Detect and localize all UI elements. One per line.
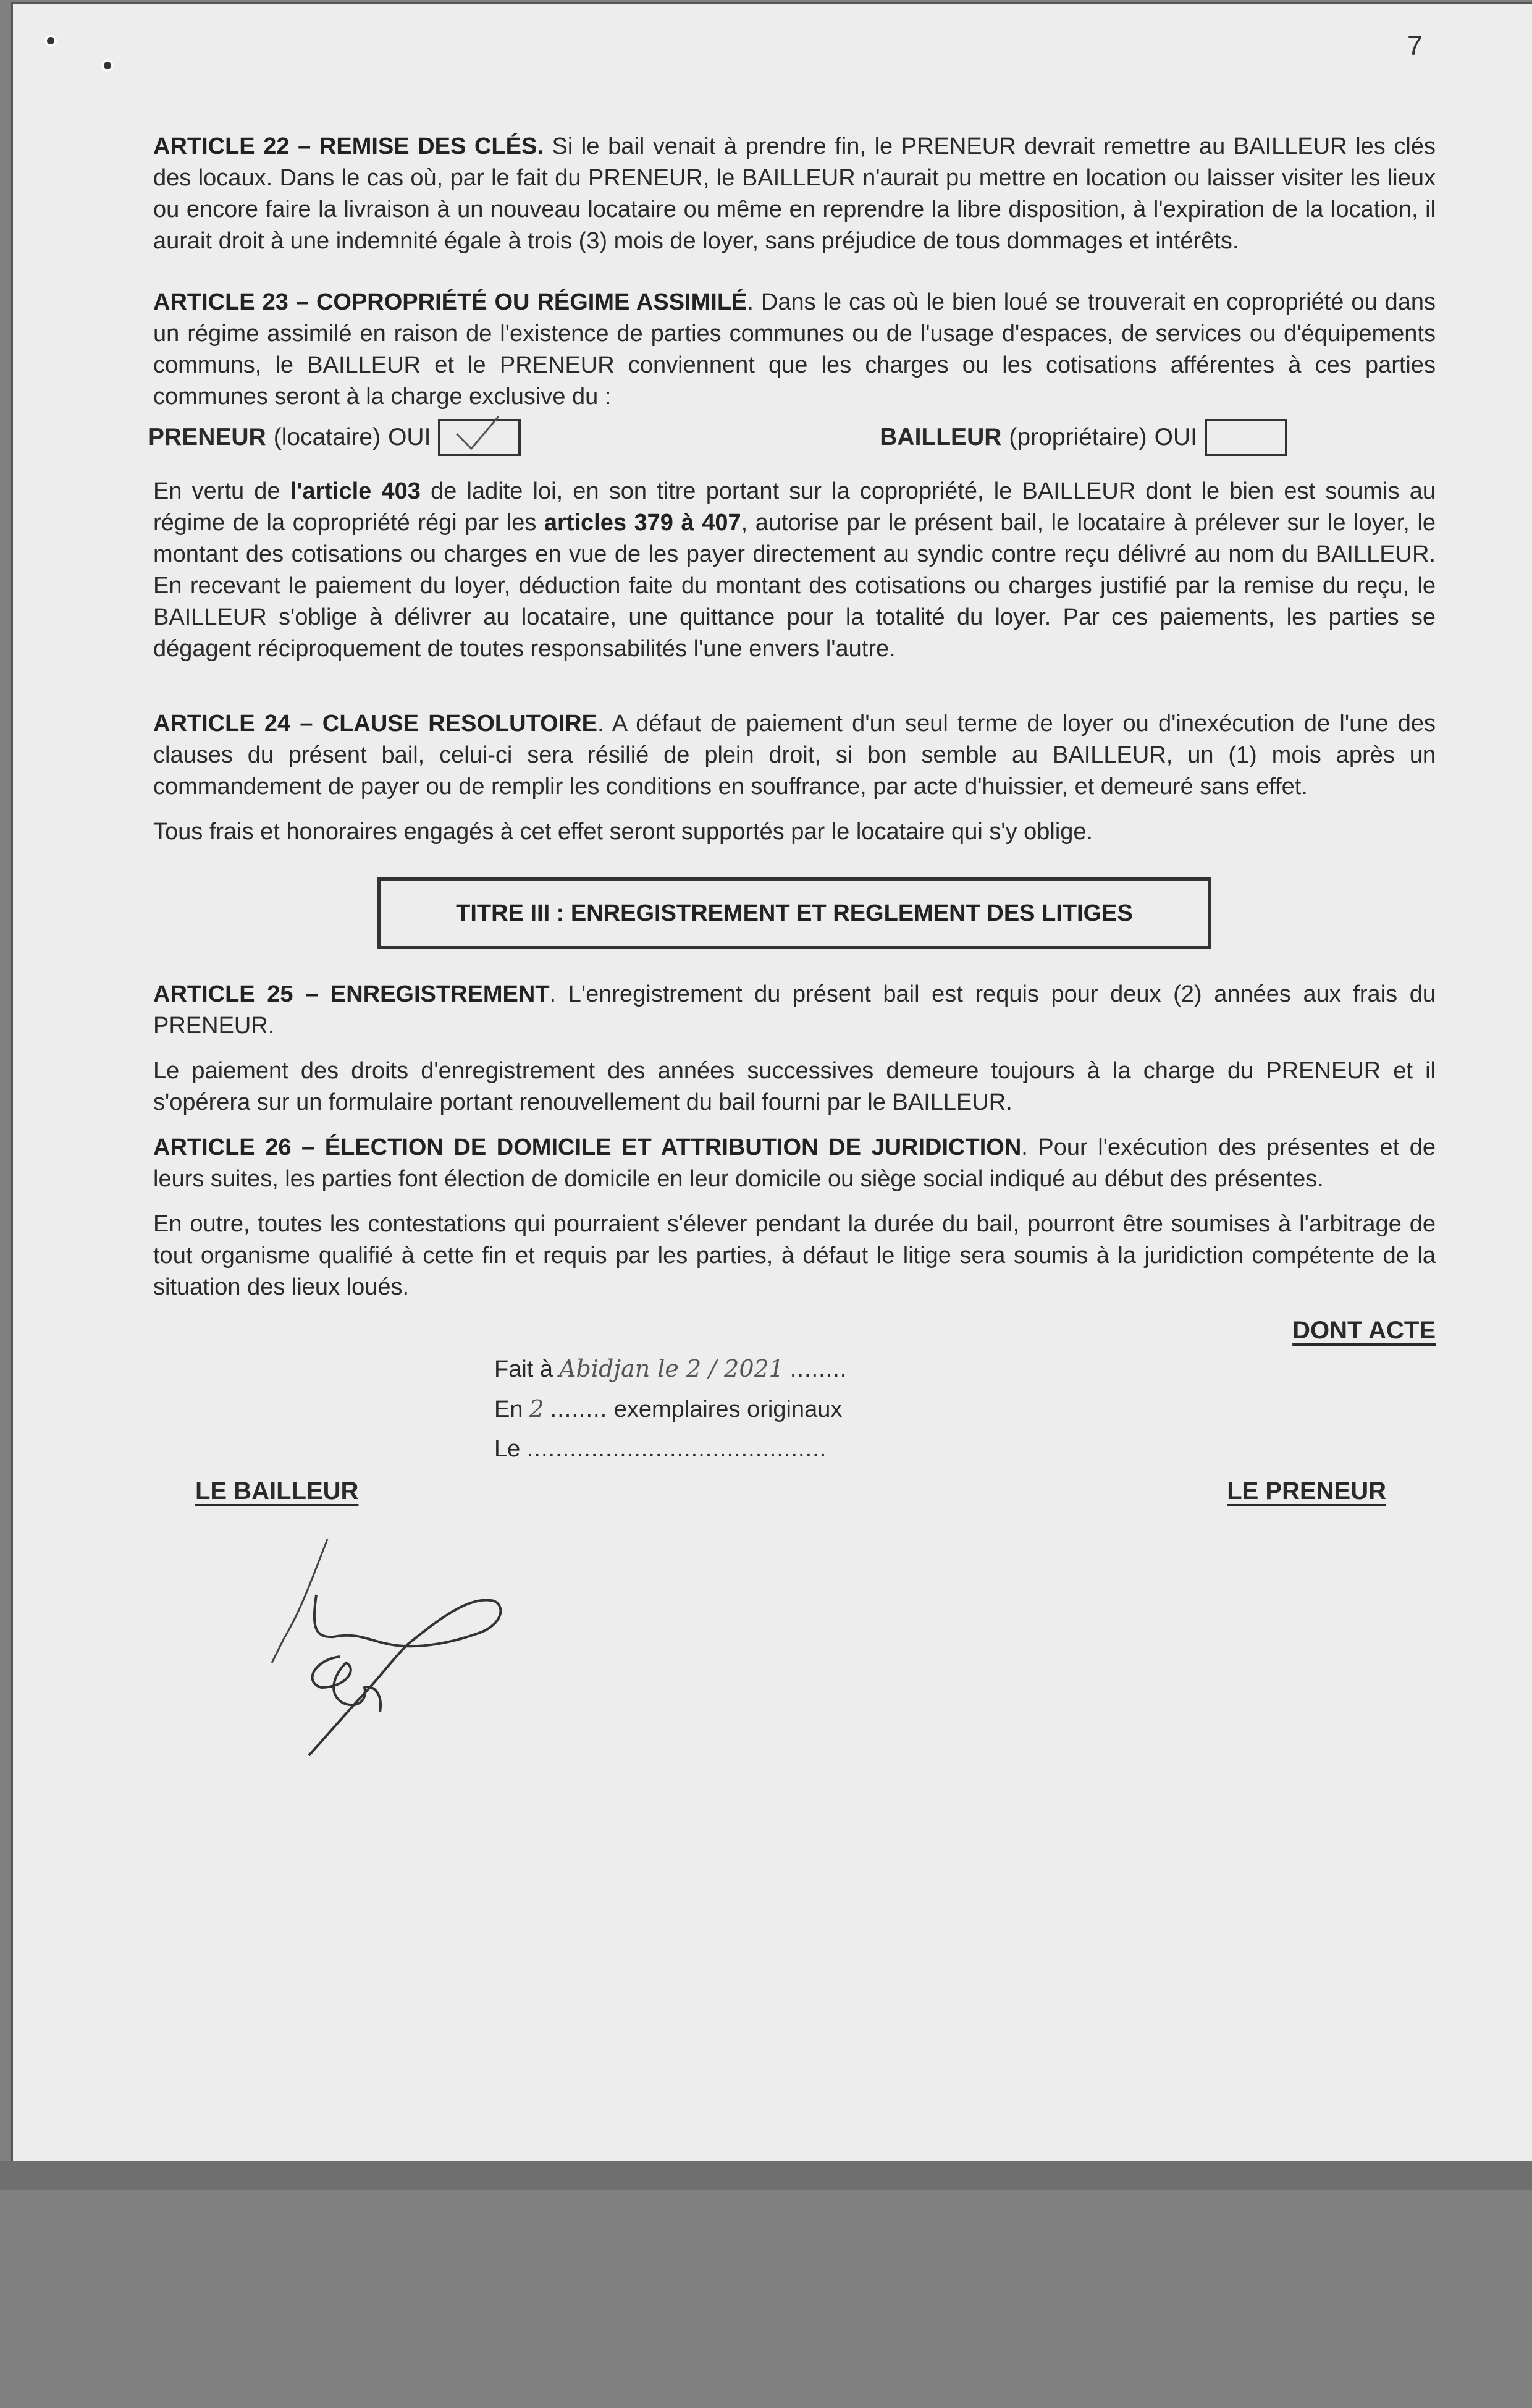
signature-labels (153, 1477, 1436, 1527)
article-23-para2 (153, 476, 1436, 665)
option-bailleur-label: OUI (1154, 424, 1197, 450)
page-number: 7 (1407, 31, 1423, 61)
section-title-wrap (153, 877, 1436, 949)
article-24-text: A défaut de paiement d'un seul terme de loyer ou d'inexécution de l'une des clauses du présent bail, celui-ci sera résilié de plein droit, si bon semble au BAILLEUR, un (1) mois après un commandement de payer ou de remplir les conditions en souffrance, par acte d'huissier, et demeuré sans effet. (153, 711, 1436, 800)
article-24: ARTICLE 24 – CLAUSE RESOLUTOIRE. A défaut de paiement d'un seul terme de loyer ou d'inexécution de l'une des clauses du présent bail, celui-ci sera résilié de plein droit, si bon semble au BAILLEUR, un (1) mois après un commandement de payer ou de remplir les conditions en souffrance, par acte d'huissier, et demeuré sans effet. (153, 711, 1436, 800)
dont-acte: DONT ACTE (1292, 1317, 1436, 1344)
handwritten-place-date: Abidjan le 2 / 2021 (559, 1355, 784, 1382)
checkbox-bailleur[interactable] (1205, 419, 1287, 456)
bailleur-signature-icon (235, 1533, 581, 1768)
article-25: ARTICLE 25 – ENREGISTREMENT. L'enregistrement du présent bail est requis pour deux (2) années aux frais du PRENEUR. (153, 981, 1436, 1039)
article-25-para2: Le paiement des droits d'enregistrement des années successives demeure toujours à la charge du PRENEUR et il s'opérera sur un formulaire portant renouvellement du bail fourni par le BAILLEUR. (153, 1058, 1436, 1115)
dotted-field: ........ (550, 1396, 608, 1422)
option-preneur (148, 419, 528, 456)
le-line (494, 1429, 847, 1469)
article-403-ref: l'article 403 (290, 478, 421, 504)
punch-hole-icon (47, 37, 54, 44)
en-label: En (494, 1396, 523, 1422)
option-preneur-role: (locataire) (273, 424, 381, 450)
closing-block (153, 1317, 1436, 1462)
text: de ladite loi, en son titre portant sur la copropriété, le BAILLEUR dont le bien est soumis au régime de la copropriété régi par les (153, 478, 1436, 536)
articles-379-407-ref: articles 379 à 407 (544, 510, 741, 536)
article-23-heading: ARTICLE 23 – COPROPRIÉTÉ OU RÉGIME ASSIMILÉ (153, 289, 747, 315)
section-title-box (377, 877, 1211, 949)
article-26: ARTICLE 26 – ÉLECTION DE DOMICILE ET ATTRIBUTION DE JURIDICTION. Pour l'exécution des présentes et de leurs suites, les parties font élection de domicile en leur domicile ou siège social indiqué au début des présentes. (153, 1134, 1436, 1192)
preneur-signature-label: LE PRENEUR (1227, 1477, 1386, 1505)
article-26-heading: ARTICLE 26 – ÉLECTION DE DOMICILE ET ATTRIBUTION DE JURIDICTION (153, 1134, 1022, 1160)
exemplaires-line (494, 1389, 847, 1429)
charge-options (148, 413, 1436, 462)
dotted-field: ........ (789, 1356, 848, 1382)
article-24-para2: Tous frais et honoraires engagés à cet effet seront supportés par le locataire qui s'y oblige. (153, 819, 1093, 845)
option-bailleur-role: (propriétaire) (1009, 424, 1147, 450)
text: , autorise par le présent bail, le locataire à prélever sur le loyer, le montant des cotisations ou charges en vue de les payer directement au syndic contre reçu délivré au nom du BAILLEUR. En recevant le paiement du loyer, déduction faite du montant des cotisations ou charges justifié par la remise du reçu, le BAILLEUR s'oblige à délivrer au locataire, une quittance pour la totalité du loyer. Par ces paiements, les parties se dégagent réciproquement de toutes responsabilités l'une envers l'autre. (153, 510, 1436, 662)
scan-edge (0, 2161, 1532, 2190)
option-preneur-party: PRENEUR (148, 424, 266, 450)
checkbox-preneur[interactable] (438, 419, 521, 456)
bailleur-signature-label: LE BAILLEUR (195, 1477, 359, 1505)
text: En vertu de (153, 478, 280, 504)
article-22-text: Si le bail venait à prendre fin, le PRENEUR devrait remettre au BAILLEUR les clés des locaux. Dans le cas où, par le fait du PRENEUR, le BAILLEUR n'aurait pu mettre en location ou laisser visiter les lieux ou encore faire la livraison à un nouveau locataire ou même en reprendre la libre disposition, à l'expiration de la location, il aurait droit à une indemnité égale à trois (3) mois de loyer, sans préjudice de tous dommages et intérêts. (153, 133, 1436, 254)
article-25-heading: ARTICLE 25 – ENREGISTREMENT (153, 981, 550, 1007)
exemplaires-label: exemplaires originaux (613, 1396, 843, 1422)
article-25-text: L'enregistrement du présent bail est requis pour deux (2) années aux frais du PRENEUR. (153, 981, 1436, 1039)
section-title: TITRE III : ENREGISTREMENT ET REGLEMENT DES LITIGES (456, 900, 1133, 926)
article-23: ARTICLE 23 – COPROPRIÉTÉ OU RÉGIME ASSIMILÉ. Dans le cas où le bien loué se trouverait en copropriété ou dans un régime assimilé en raison de l'existence de parties communes ou de l'usage d'espaces, de services ou d'équipements communs, le BAILLEUR et le PRENEUR conviennent que les charges ou les cotisations afférentes à ces parties communes seront à la charge exclusive du : (153, 289, 1436, 410)
article-26-para2: En outre, toutes les contestations qui pourraient s'élever pendant la durée du bail, pourront être soumises à l'arbitrage de tout organisme qualifié à cette fin et requis par les parties, à défaut le litige sera soumis à la juridiction compétente de la situation des lieux loués. (153, 1211, 1436, 1300)
article-22-heading: ARTICLE 22 – REMISE DES CLÉS (153, 133, 537, 159)
option-bailleur (880, 419, 1295, 456)
document-body (148, 131, 1436, 1527)
article-23-text: Dans le cas où le bien loué se trouverait en copropriété ou dans un régime assimilé en raison de l'existence de parties communes ou de l'usage d'espaces, de services ou d'équipements communs, le BAILLEUR et le PRENEUR conviennent que les charges ou les cotisations afférentes à ces parties communes seront à la charge exclusive du : (153, 289, 1436, 410)
fait-a-line (494, 1349, 847, 1389)
handwritten-copies: 2 (529, 1395, 544, 1422)
dotted-field: .......................................... (526, 1436, 827, 1462)
article-26-text: Pour l'exécution des présentes et de leurs suites, les parties font élection de domicile en leur domicile ou siège social indiqué au début des présentes. (153, 1134, 1436, 1192)
article-22: ARTICLE 22 – REMISE DES CLÉS. Si le bail venait à prendre fin, le PRENEUR devrait remettre au BAILLEUR les clés des locaux. Dans le cas où, par le fait du PRENEUR, le BAILLEUR n'aurait pu mettre en location ou laisser visiter les lieux ou encore faire la livraison à un nouveau locataire ou même en reprendre la libre disposition, à l'expiration de la location, il aurait droit à une indemnité égale à trois (3) mois de loyer, sans préjudice de tous dommages et intérêts. (153, 133, 1436, 254)
option-bailleur-party: BAILLEUR (880, 424, 1002, 450)
fait-block (494, 1349, 847, 1469)
le-label: Le (494, 1436, 521, 1462)
fait-label: Fait à (494, 1356, 553, 1382)
option-preneur-label: OUI (388, 424, 431, 450)
punch-hole-icon (104, 62, 111, 69)
checkmark-icon (440, 413, 518, 456)
article-24-heading: ARTICLE 24 – CLAUSE RESOLUTOIRE (153, 711, 598, 737)
